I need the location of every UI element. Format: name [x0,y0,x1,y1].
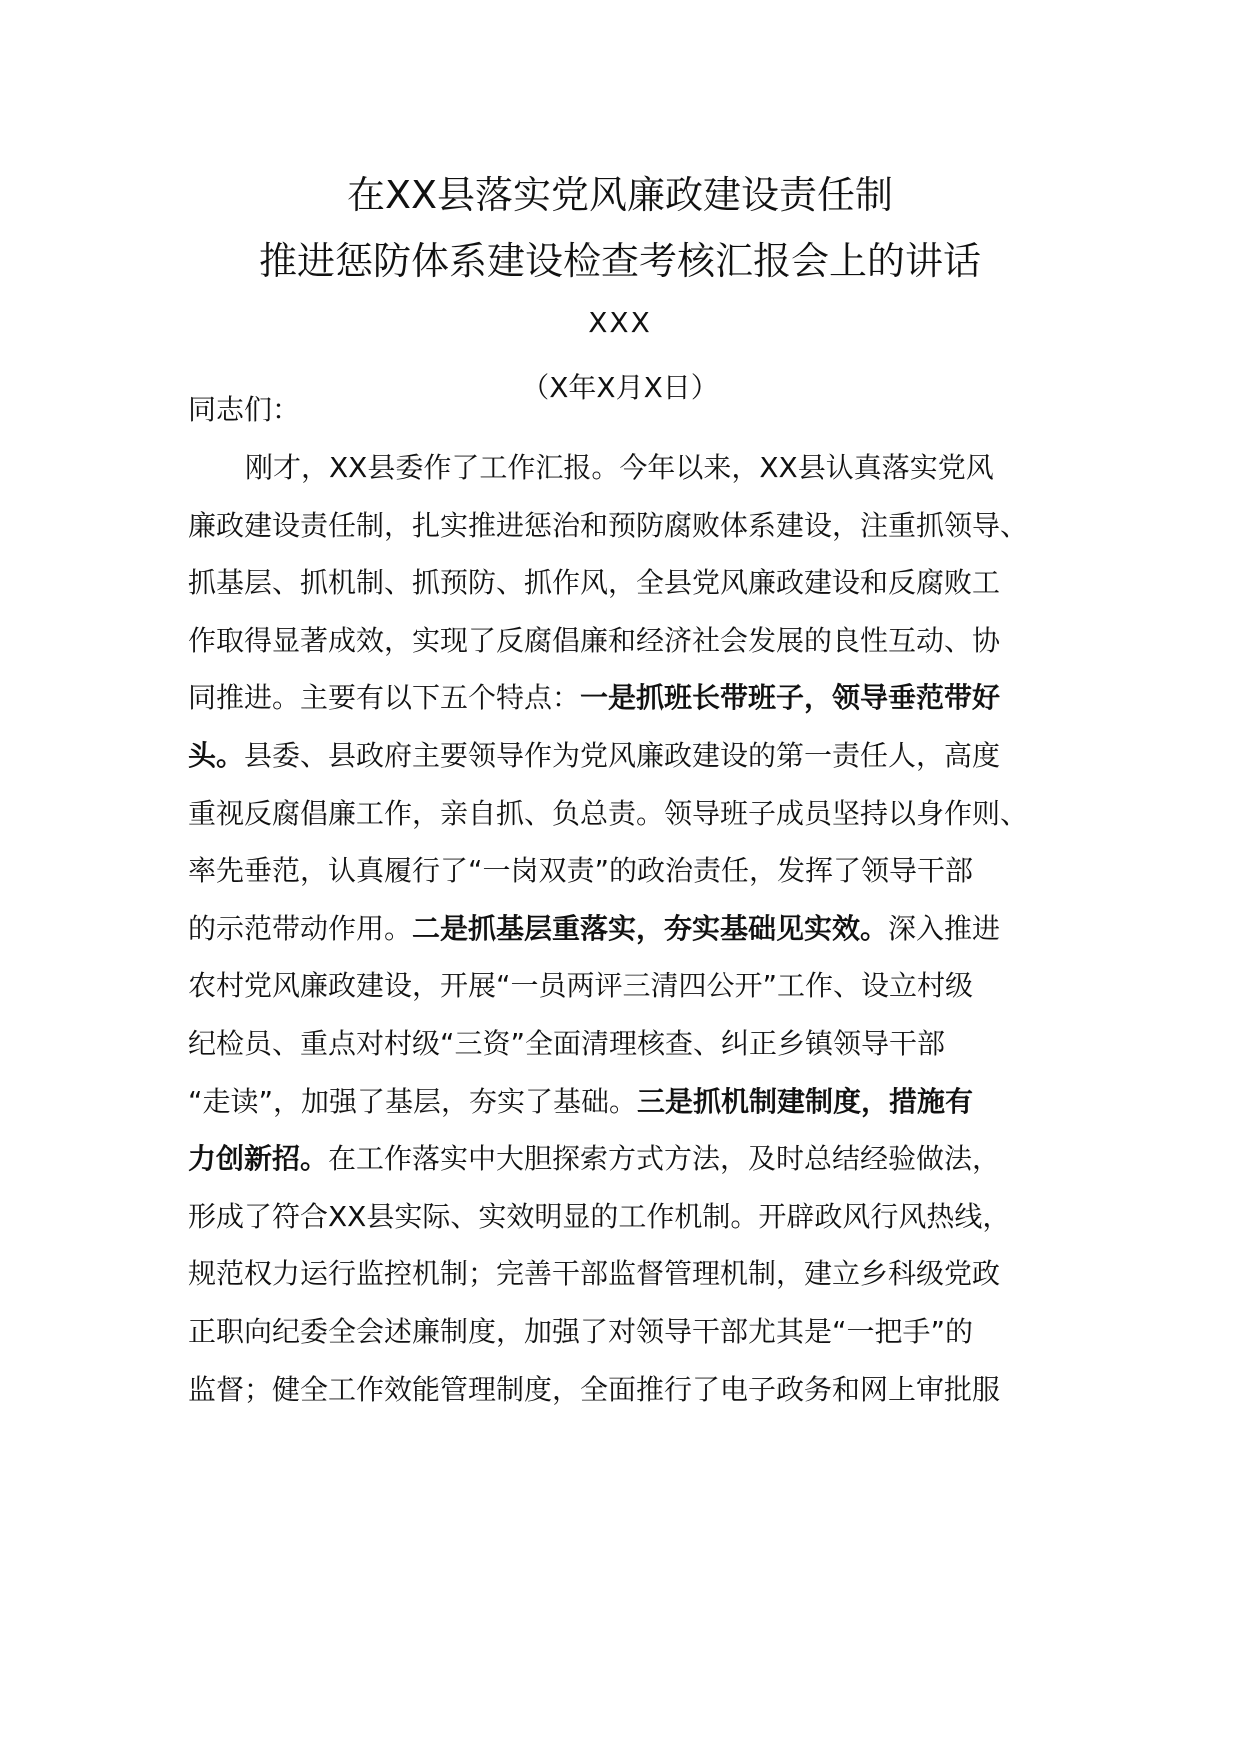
text-segment: 抓基层、抓机制、抓预防、抓作风，全县党风廉政建设和反腐败工 [188,566,1001,600]
text-segment: 正职向纪委全会述廉制度，加强了对领导干部尤其是“一把手”的 [188,1315,974,1348]
body-line [188,853,1088,889]
text-segment: 重视反腐倡廉工作，亲自抓、负总责。领导班子成员坚持以身作则、 [188,796,1029,830]
text-segment: 农村党风廉政建设，开展“一员两评三清四公开”工作、设立村级 [188,969,974,1003]
body-line [188,1141,1088,1177]
body-line [188,911,1088,947]
text-segment: 规范权力运行监控机制；完善干部监督管理机制，建立乡科级党政 [188,1257,1001,1291]
text-segment: 作取得显著成效，实现了反腐倡廉和经济社会发展的良性互动、协 [188,623,1001,657]
salutation: 同志们： [188,393,301,426]
text-segment: 在工作落实中大胆探索方式方法，及时总结经验做法， [328,1142,1001,1176]
bold-text-segment: 三是抓机制建制度，措施有 [637,1084,974,1118]
text-segment: 深入推进 [888,911,1001,945]
body-line [188,1314,1088,1350]
body-line [188,680,1088,716]
bold-text-segment: 力创新招。 [188,1142,329,1176]
body-line [188,1256,1088,1292]
text-segment: 监督；健全工作效能管理制度，全面推行了电子政务和网上审批服 [188,1372,1001,1406]
body-line [188,796,1088,832]
body-line [188,508,1088,544]
body-line [188,1026,1088,1062]
text-segment: 形成了符合XX县实际、实效明显的工作机制。开辟政风行风热线， [188,1199,1011,1233]
body-line [188,1084,1088,1120]
body-line [188,738,1088,774]
text-segment: 廉政建设责任制，扎实推进惩治和预防腐败体系建设，注重抓领导、 [188,508,1029,542]
body-line [188,623,1088,659]
body-line [245,450,1145,486]
bold-text-segment: 二是抓基层重落实，夯实基础见实效。 [412,911,889,945]
body-line [188,565,1088,601]
author: XXX [588,306,652,339]
text-segment: 同推进。主要有以下五个特点： [188,681,581,715]
text-segment: 刚才，XX县委作了工作汇报。今年以来，XX县认真落实党风 [245,451,994,484]
title-line-2: 推进惩防体系建设检查考核汇报会上的讲话 [258,239,981,283]
body-line [188,1199,1088,1235]
body-line [188,968,1088,1004]
text-segment: 的示范带动作用。 [188,911,413,945]
date: （X年X月X日） [521,371,719,404]
text-segment: “走读”，加强了基层，夯实了基础。 [188,1084,638,1118]
text-segment: 县委、县政府主要领导作为党风廉政建设的第一责任人，高度 [244,739,1001,772]
bold-text-segment: 一是抓班长带班子，领导垂范带好 [580,681,1001,715]
bold-text-segment: 头。 [188,739,245,772]
text-segment: 纪检员、重点对村级“三资”全面清理核查、纠正乡镇领导干部 [188,1027,946,1060]
title-line-1: 在XX县落实党风廉政建设责任制 [346,173,894,217]
text-segment: 率先垂范，认真履行了“一岗双责”的政治责任，发挥了领导干部 [188,854,974,888]
body-line [188,1372,1088,1408]
